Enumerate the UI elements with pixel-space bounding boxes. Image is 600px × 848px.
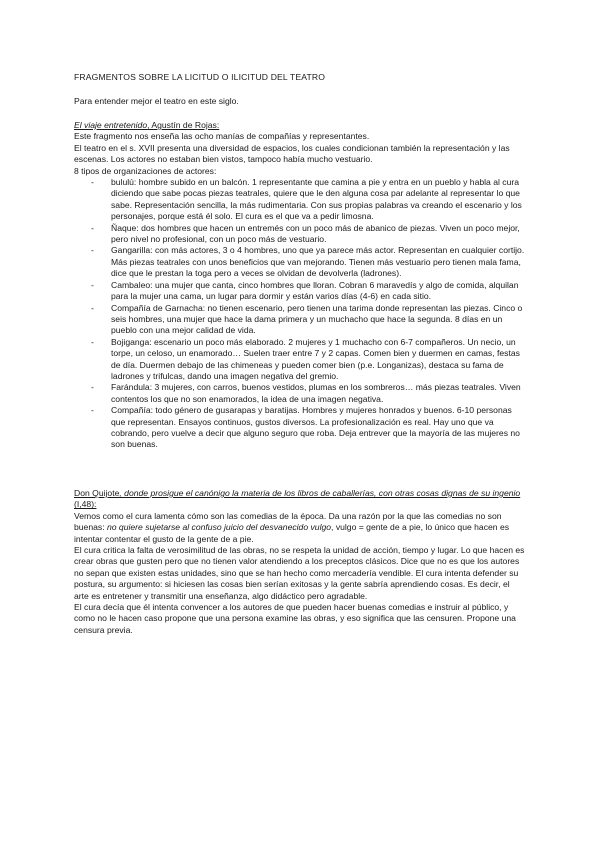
section2-para-3: El cura decía que él intenta convencer a los autores de que pueden hacer buenas comedias e instruir al público, y como no le hacen caso propone que una persona examine las obras, y eso significa que las censuren. Propone una censura previa. xyxy=(74,602,516,635)
section2-quote: no quiere sujetarse al confuso juicio del desvanecido vulgo xyxy=(106,522,332,533)
intro-line: Para entender mejor el teatro en este siglo. xyxy=(74,96,239,106)
list-item-text: Bojiganga: escenario un poco más elaborado. 2 mujeres y 1 muchacho con 6-7 compañeros. Un necio, un torpe, un celoso, un enamorado… Suelen traer entre 7 y 2 capas. Comen bien y duermen en camas, festas de día. Duermen debajo de las chimeneas y pueden comer bien (p.e. Longanizas), destaca su fama de ladrones y trifulcas, dando una imagen negativa del gremio. xyxy=(111,336,520,381)
list-item xyxy=(74,223,526,246)
list-item xyxy=(74,382,526,405)
list-item-text: bululú: hombre subido en un balcón. 1 representante que camina a pie y entra en un pueblo y habla al cura diciendo que sabe pocas piezas teatrales, quiere que le den alguna cosa par adelante al representar lo que sabe. Representación sencilla, la más rudimentaria. Con sus propias palabras va creando el escenario y los personajes, porque está él solo. El cura es el que va a pedir limosna. xyxy=(111,177,522,222)
section1-para-1: Este fragmento nos enseña las ocho manías de compañías y representantes. xyxy=(74,131,370,142)
section2-heading-title: Don Quijote xyxy=(74,488,120,498)
document-title: FRAGMENTOS SOBRE LA LICITUD O ILICITUD DEL TEATRO xyxy=(74,72,326,82)
list-bullet: - xyxy=(91,245,94,256)
section2-heading-subtitle: , donde prosigue el canónigo la materia de los libros de caballerías, con otras cosas dignas de su ingenio xyxy=(119,488,521,498)
list-item-text: Ñaque: dos hombres que hacen un entremés con un poco más de abanico de piezas. Viven un poco mejor, pero nivel no profesional, con un poco más de vestuario. xyxy=(111,222,520,245)
section1-heading-title: El viaje entretenido xyxy=(74,120,148,130)
section2-para-2: El cura critica la falta de verosimilitud de las obras, no se respeta la unidad de acción, tiempo y lugar. Lo que hacen es crear obras que gusten pero que no tienen valor atendiendo a los preceptos clásicos. Dice que no es que los autores no sepan que existen estas unidades, sino que se han hecho como mercadería vendible. El cura intenta defender su postura, su argumento: si hiciesen las cosas bien serían exitosas y la gente sabría aprendiendo cosas. Es decir, el arte es entretener y transmitir una enseñanza, algo didáctico pero agradable. xyxy=(74,545,525,601)
list-item xyxy=(74,177,526,223)
section-don-quijote xyxy=(74,488,526,636)
list-item-text: Compañía de Garnacha: no tienen escenario, pero tienen una tarima donde representan las piezas. Cinco o seis hombres, una mujer que hace la dama primera y un muchacho que hace la segunda. 8 días en un pueblo con una mejor calidad de vida. xyxy=(111,302,523,336)
list-bullet: - xyxy=(91,382,94,393)
list-bullet: - xyxy=(91,302,94,313)
list-bullet: - xyxy=(91,279,94,290)
section2-para-1 xyxy=(74,511,526,545)
list-bullet: - xyxy=(91,177,94,188)
section1-heading xyxy=(74,120,526,131)
list-item xyxy=(74,405,526,451)
list-item xyxy=(74,303,526,337)
list-bullet: - xyxy=(91,405,94,416)
list-item-text: Compañía: todo género de gusarapas y baratijas. Hombres y mujeres honrados y buenos. 6-10 personas que representan. Ensayos continuos, gustos diversos. La profesionalización es real. Hay uno que va cobrando, pero vuelve a decir que alguno seguro que roba. Deja entrever que la mayoría de las mujeres no son buenas. xyxy=(111,405,520,450)
section-viaje-entretenido xyxy=(74,120,526,451)
section1-heading-author: , Agustín de Rojas: xyxy=(147,120,220,130)
section2-heading-ref: (I,48): xyxy=(74,499,97,510)
list-item xyxy=(74,245,526,279)
list-bullet: - xyxy=(91,222,94,233)
list-item-text: Farándula: 3 mujeres, con carros, buenos vestidos, plumas en los sombreros… más piezas teatrales. Viven contentos los que no son enamorados, la idea de una imagen negativa. xyxy=(111,382,521,404)
section1-para-2: El teatro en el s. XVII presenta una diversidad de espacios, los cuales condicionan también la representación y las escenas. Los actores no estaban bien vistos, tampoco había mucho vestuario. xyxy=(74,142,510,165)
list-item-text: Cambaleo: una mujer que canta, cinco hombres que lloran. Cobran 6 maravedís y algo de comida, alquilan para la mujer una cama, un lugar para dormir y están varios días (4-6) en cada sitio. xyxy=(111,279,519,302)
section2-heading xyxy=(74,488,526,511)
actor-organization-list xyxy=(74,177,526,451)
section2-para-1-b: , vulgo = gente de a pie, lo único que hacen es intentar contentar el gusto de la gente de a pie. xyxy=(74,522,510,544)
section1-para-3: 8 tipos de organizaciones de actores: xyxy=(74,165,217,176)
section2-para-1-a: Vemos como el cura lamenta cómo son las comedias de la época. Da una razón por la que las comedias no son buenas: xyxy=(74,510,502,533)
list-item xyxy=(74,280,526,303)
list-item xyxy=(74,337,526,383)
list-bullet: - xyxy=(91,336,94,347)
list-item-text: Gangarilla: con más actores, 3 o 4 hombres, uno que ya parece más actor. Representan en cualquier cortijo. Más piezas teatrales con unos beneficios que van mejorando. Tienen más vestuario pero tienen mala fama, dice que le prestan la toga pero a veces se olvidan de devolverla (ladrones). xyxy=(111,245,525,279)
